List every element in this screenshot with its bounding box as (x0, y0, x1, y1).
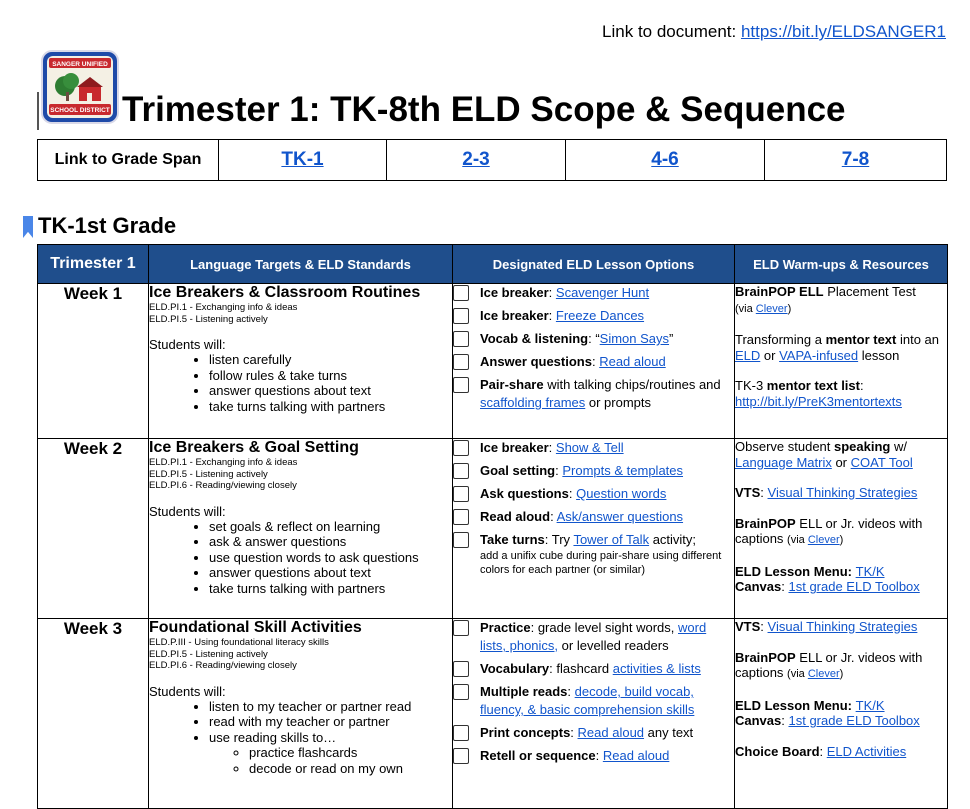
resource-bold-text: speaking (834, 439, 891, 454)
option-connector: : (567, 684, 575, 699)
option-title: Ice breaker (480, 440, 549, 455)
option-link[interactable]: decode, build vocab, fluency, & basic comprehension skills (480, 684, 695, 717)
resource-link[interactable]: Visual Thinking Strategies (767, 619, 918, 634)
option-link[interactable]: Ask/answer questions (556, 509, 684, 524)
option-connector: : (595, 748, 603, 763)
resources-cell (735, 284, 948, 439)
option-checkbox[interactable] (453, 377, 469, 393)
svg-text:SCHOOL DISTRICT: SCHOOL DISTRICT (50, 107, 110, 114)
lesson-option (453, 485, 734, 503)
resource-text: or (831, 454, 851, 470)
option-link[interactable]: Tower of Talk (573, 532, 650, 547)
resource-text: Placement Test (823, 284, 916, 299)
lesson-options-cell (453, 284, 735, 439)
option-title: Read aloud (480, 509, 551, 524)
option-title: Retell or sequence (480, 748, 596, 763)
lesson-options-cell (453, 619, 735, 809)
resource-item (735, 378, 947, 409)
learning-target: • answer questions about text (209, 565, 452, 581)
resource-text: : (760, 619, 768, 634)
option-title: Print concepts (480, 725, 571, 740)
learning-target: • use reading skills to… (209, 730, 452, 746)
option-connector: : (548, 285, 556, 300)
students-will-label: Students will: (149, 683, 226, 699)
learning-target: • set goals & reflect on learning (209, 519, 452, 535)
learning-target: • read with my teacher or partner (209, 714, 452, 730)
lesson-option (453, 508, 734, 526)
learning-target: • take turns talking with partners (209, 399, 452, 415)
option-title: Vocab & listening (480, 331, 589, 346)
resource-text: w/ (890, 439, 907, 454)
option-text (480, 531, 734, 577)
resource-bold-text: VTS (735, 619, 761, 634)
resource-item (735, 744, 947, 760)
resource-item (735, 698, 947, 729)
option-suffix: or prompts (585, 395, 652, 410)
resource-text: TK-3 (735, 378, 767, 393)
resource-item (735, 332, 947, 363)
document-link-label: Link to document: (602, 22, 737, 41)
option-text (480, 284, 649, 302)
eld-standard: ELD.PI.5 - Listening actively (149, 648, 268, 660)
resource-link[interactable]: COAT Tool (850, 454, 913, 470)
option-text (480, 747, 669, 765)
option-suffix: ” (669, 331, 674, 346)
option-text (480, 485, 666, 503)
learning-targets-list (149, 519, 452, 597)
lesson-option (453, 330, 734, 348)
resource-link[interactable]: Visual Thinking Strategies (767, 485, 918, 500)
option-text (480, 508, 683, 526)
week-row (38, 439, 948, 619)
option-link[interactable]: activities & lists (612, 661, 701, 676)
resource-item (735, 650, 947, 683)
eld-standard: ELD.PI.6 - Reading/viewing closely (149, 660, 297, 671)
option-connector: : flashcard (549, 661, 613, 676)
option-connector: : (568, 486, 577, 501)
eld-standard: ELD.PI.5 - Listening actively (149, 468, 268, 480)
grade-link-tk-1[interactable]: TK-1 (281, 149, 324, 170)
option-text (480, 619, 734, 655)
students-will-label: Students will: (149, 337, 226, 352)
eld-standard: ELD.P.III - Using foundational literacy skills (149, 637, 329, 648)
week-title: Ice Breakers & Goal Setting (149, 439, 359, 456)
grade-link-4-6[interactable]: 4-6 (651, 149, 679, 170)
grade-span-label: Link to Grade Span (38, 140, 219, 181)
lesson-option (453, 284, 734, 302)
option-note: add a unifix cube during pair-share using different colors for each partner (or similar) (480, 550, 722, 576)
option-link[interactable]: Question words (576, 486, 667, 501)
resource-bold-text: ELD Lesson Menu: (735, 563, 856, 579)
resource-bold-text: BrainPOP (735, 515, 796, 531)
resource-text: into an (896, 332, 940, 347)
option-link[interactable]: Simon Says (599, 331, 670, 346)
option-checkbox[interactable] (453, 748, 469, 764)
resource-text: : (760, 485, 768, 500)
language-targets-cell (149, 619, 453, 809)
resource-note: (via (787, 534, 808, 546)
resource-text: : (781, 579, 789, 594)
learning-subtargets-list (209, 745, 452, 776)
lesson-option (453, 724, 734, 742)
lesson-option (453, 439, 734, 457)
resource-bold-text: Canvas (735, 579, 782, 594)
option-title: Take turns (480, 532, 545, 547)
lesson-option (453, 353, 734, 371)
option-connector: : (555, 463, 563, 478)
eld-standard: ELD.PI.1 - Exchanging info & ideas (149, 457, 298, 468)
resource-text: : (781, 713, 789, 728)
svg-text:SANGER UNIFIED: SANGER UNIFIED (52, 61, 108, 68)
eld-standard: ELD.PI.5 - Listening actively (149, 313, 268, 325)
resource-link[interactable]: 1st grade ELD Toolbox (788, 713, 920, 728)
resource-link[interactable]: Clever (807, 534, 840, 546)
option-title: Ask questions (480, 486, 569, 501)
option-link[interactable]: Read aloud (599, 354, 666, 369)
grade-link-2-3[interactable]: 2-3 (462, 149, 490, 170)
resource-link[interactable]: TK/K (855, 697, 885, 713)
text-cursor (37, 92, 39, 130)
resource-link[interactable]: Clever (807, 668, 840, 680)
week-title: Foundational Skill Activities (149, 619, 362, 636)
eld-standard: ELD.PI.1 - Exchanging info & ideas (149, 302, 298, 313)
document-link[interactable]: https://bit.ly/ELDSANGER1 (740, 22, 946, 41)
option-checkbox[interactable] (453, 725, 469, 741)
scope-sequence-table (37, 244, 948, 809)
option-checkbox[interactable] (453, 661, 469, 677)
week-label: Week 2 (38, 439, 149, 619)
school-district-logo (41, 50, 119, 124)
option-suffix: or levelled readers (558, 638, 669, 653)
learning-target: • listen carefully (209, 352, 452, 368)
week-title: Ice Breakers & Classroom Routines (149, 284, 421, 301)
option-connector: with talking chips/routines and (543, 377, 721, 392)
resource-text: ELL or Jr. videos with captions (735, 649, 923, 680)
resource-link[interactable]: ELD Activities (826, 743, 907, 759)
option-text (480, 307, 644, 325)
header-language-targets: Language Targets & ELD Standards (149, 245, 453, 284)
resource-bold-text: BrainPOP ELL (735, 284, 824, 299)
option-link[interactable]: Prompts & templates (562, 463, 684, 478)
resource-note: (via (735, 302, 756, 315)
resource-note: (via (787, 668, 808, 680)
option-title: Practice (480, 620, 531, 635)
option-link[interactable]: word lists, phonics, (480, 620, 707, 653)
option-link[interactable]: Read aloud (602, 748, 670, 763)
option-checkbox[interactable] (453, 440, 469, 456)
resource-item (735, 485, 947, 501)
option-link[interactable]: Freeze Dances (555, 308, 645, 323)
option-connector: : “ (588, 331, 600, 346)
learning-target: • take turns talking with partners (209, 581, 452, 597)
option-connector: : (550, 509, 557, 524)
grade-span-table (37, 139, 947, 181)
resource-bold-text: mentor text list (766, 378, 860, 393)
resource-item (735, 516, 947, 549)
resource-item (735, 564, 947, 595)
language-targets-cell (149, 284, 453, 439)
week-label: Week 3 (38, 619, 149, 809)
document-link-line (602, 22, 946, 42)
bookmark-icon (23, 216, 33, 238)
resource-link[interactable]: Clever (755, 302, 788, 315)
learning-targets-list (149, 699, 452, 777)
resource-item (735, 284, 947, 317)
resource-item (735, 439, 947, 470)
option-connector: : (548, 440, 556, 455)
lesson-option (453, 307, 734, 325)
lesson-option (453, 660, 734, 678)
option-connector: : grade level sight words, (530, 620, 678, 635)
option-checkbox[interactable] (453, 532, 469, 548)
option-suffix: activity; (649, 532, 697, 547)
learning-target: • ask & answer questions (209, 534, 452, 550)
resource-note: ) (839, 534, 844, 546)
week-row (38, 284, 948, 439)
week-row (38, 619, 948, 809)
option-checkbox[interactable] (453, 463, 469, 479)
option-link[interactable]: scaffolding frames (480, 395, 586, 410)
lesson-option (453, 376, 734, 412)
learning-targets-list (149, 352, 452, 414)
option-text (480, 353, 666, 371)
option-text (480, 330, 673, 348)
option-text (480, 439, 624, 457)
option-title: Pair-share (480, 377, 544, 392)
students-will-label: Students will: (149, 503, 226, 519)
lesson-option (453, 683, 734, 719)
resource-link[interactable]: ELD (735, 347, 761, 363)
resources-cell (735, 619, 948, 809)
option-connector: : (591, 354, 600, 369)
learning-target: • answer questions about text (209, 383, 452, 399)
resource-bold-text: BrainPOP (735, 649, 796, 665)
learning-target: • listen to my teacher or partner read (209, 699, 452, 715)
resource-bold-text: ELD Lesson Menu: (735, 697, 856, 713)
option-title: Multiple reads (480, 684, 568, 699)
option-text (480, 462, 683, 480)
week-label: Week 1 (38, 284, 149, 439)
lesson-options-cell (453, 439, 735, 619)
resource-text: Observe student (735, 439, 834, 454)
resource-bold-text: mentor text (825, 332, 897, 347)
resource-link[interactable]: http://bit.ly/PreK3mentortexts (735, 393, 902, 409)
resource-text: lesson (858, 347, 900, 363)
learning-subtarget: ◦ practice flashcards (249, 745, 452, 761)
language-targets-cell (149, 439, 453, 619)
resource-item (735, 619, 947, 635)
option-text (480, 660, 701, 678)
learning-target: • use question words to ask questions (209, 550, 452, 566)
resource-bold-text: Choice Board (735, 743, 820, 759)
option-checkbox[interactable] (453, 684, 469, 700)
option-text (480, 683, 734, 719)
resource-text: : (859, 378, 864, 393)
lesson-option (453, 619, 734, 655)
resource-link[interactable]: 1st grade ELD Toolbox (788, 579, 920, 594)
option-title: Vocabulary (480, 661, 550, 676)
resource-text: : (819, 743, 827, 759)
option-checkbox[interactable] (453, 486, 469, 502)
option-connector: : (548, 308, 556, 323)
option-checkbox[interactable] (453, 509, 469, 525)
learning-subtarget: ◦ decode or read on my own (249, 761, 452, 777)
option-link[interactable]: Show & Tell (555, 440, 624, 455)
resource-text: or (760, 347, 780, 363)
resource-link[interactable]: Language Matrix (735, 454, 832, 470)
option-checkbox[interactable] (453, 285, 469, 301)
eld-standard: ELD.PI.6 - Reading/viewing closely (149, 480, 297, 491)
resource-bold-text: Canvas (735, 713, 782, 728)
option-link[interactable]: Scavenger Hunt (555, 285, 650, 300)
learning-target: • follow rules & take turns (209, 368, 452, 384)
resource-note: ) (839, 668, 844, 680)
page-title: Trimester 1: TK-8th ELD Scope & Sequence (122, 90, 846, 129)
header-trimester: Trimester 1 (38, 245, 149, 284)
resource-bold-text: VTS (735, 485, 761, 500)
option-title: Ice breaker (480, 308, 549, 323)
option-link[interactable]: Read aloud (577, 725, 645, 740)
option-suffix: any text (644, 725, 694, 740)
header-warmups-resources: ELD Warm-ups & Resources (735, 245, 948, 284)
option-checkbox[interactable] (453, 308, 469, 324)
lesson-option (453, 462, 734, 480)
resource-note: ) (787, 302, 792, 315)
option-title: Answer questions (480, 354, 592, 369)
resource-text: ELL or Jr. videos with captions (735, 515, 923, 546)
section-heading: TK-1st Grade (38, 213, 177, 238)
option-text (480, 724, 693, 742)
resource-link[interactable]: VAPA-infused (779, 347, 859, 363)
option-checkbox[interactable] (453, 354, 469, 370)
option-connector: : Try (544, 532, 574, 547)
option-title: Ice breaker (480, 285, 549, 300)
header-lesson-options: Designated ELD Lesson Options (453, 245, 735, 284)
option-checkbox[interactable] (453, 331, 469, 347)
lesson-option (453, 531, 734, 577)
lesson-option (453, 747, 734, 765)
option-connector: : (570, 725, 578, 740)
option-title: Goal setting (480, 463, 556, 478)
grade-link-7-8[interactable]: 7-8 (841, 149, 870, 170)
option-text (480, 376, 734, 412)
resources-cell (735, 439, 948, 619)
resource-text: Transforming a (735, 332, 826, 347)
resource-link[interactable]: TK/K (855, 563, 885, 579)
option-checkbox[interactable] (453, 620, 469, 636)
